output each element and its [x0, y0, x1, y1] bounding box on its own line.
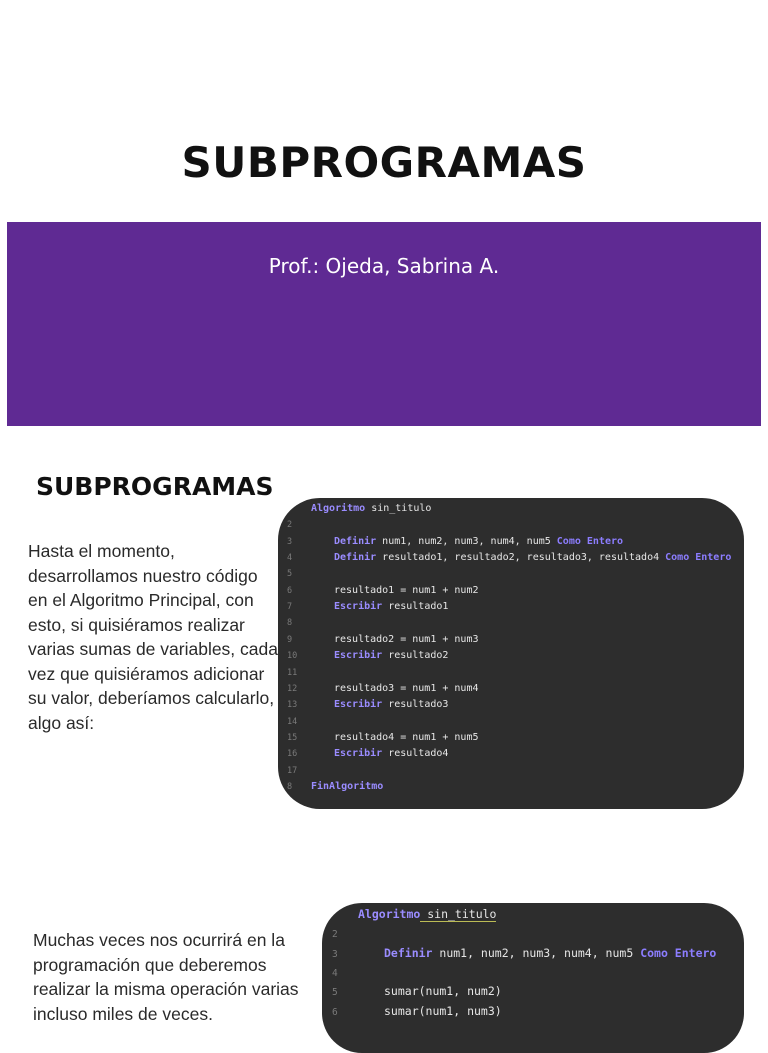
- code-line: [278, 615, 311, 631]
- code-text: sumar(num1, num3): [384, 1003, 502, 1018]
- line-number: 6: [332, 1006, 338, 1018]
- code-text: sin_titulo: [420, 907, 497, 921]
- line-number: 15: [287, 732, 298, 743]
- code-line: [278, 534, 623, 550]
- code-text: resultado1 = num1 + num2: [334, 584, 479, 596]
- line-number: 16: [287, 749, 298, 760]
- line-number: 4: [332, 967, 338, 979]
- code-keyword: Escribir: [334, 650, 383, 662]
- code-screenshot: [278, 498, 744, 809]
- code-keyword: Como Entero: [556, 535, 624, 547]
- code-text: resultado3 = num1 + num4: [334, 682, 479, 694]
- code-line: [278, 566, 311, 582]
- author-subtitle: Prof.: Ojeda, Sabrina A.: [268, 254, 500, 278]
- line-number: 3: [287, 536, 293, 547]
- code-keyword: Escribir: [334, 699, 383, 711]
- code-keyword: Escribir: [334, 748, 383, 760]
- line-number: 2: [287, 520, 293, 531]
- code-text: resultado1: [382, 601, 449, 613]
- code-text: resultado4 = num1 + num5: [334, 731, 479, 743]
- line-number: 12: [287, 683, 298, 694]
- code-line: [278, 746, 448, 762]
- code-line: [322, 924, 358, 943]
- line-number: 5: [287, 569, 293, 580]
- code-line: [278, 779, 383, 795]
- code-keyword: Escribir: [334, 601, 383, 613]
- line-number: 9: [287, 634, 293, 645]
- line-number: 8: [287, 618, 293, 629]
- code-keyword: FinAlgoritmo: [311, 780, 384, 792]
- title-band: [7, 222, 761, 426]
- line-number: 6: [287, 585, 293, 596]
- code-line: [278, 583, 479, 599]
- code-text: resultado2 = num1 + num3: [334, 633, 479, 645]
- code-keyword: Definir: [384, 945, 433, 960]
- code-keyword: Algoritmo: [311, 503, 366, 514]
- code-line: [278, 665, 311, 681]
- line-number: 17: [287, 765, 298, 776]
- code-line: [322, 963, 358, 982]
- code-line: [278, 681, 479, 697]
- line-number: 13: [287, 700, 298, 711]
- code-line: [278, 714, 311, 730]
- code-line: [322, 905, 496, 924]
- line-number: 3: [332, 948, 338, 960]
- code-line: [278, 632, 479, 648]
- slide-title: SUBPROGRAMAS: [36, 472, 274, 501]
- line-number: 8: [287, 781, 293, 792]
- line-number: 10: [287, 651, 298, 662]
- presentation-title: SUBPROGRAMAS: [181, 138, 587, 187]
- code-screenshot: [322, 903, 744, 1053]
- code-keyword: Como Entero: [640, 945, 717, 960]
- code-line: [322, 944, 716, 963]
- line-number: 4: [287, 553, 293, 564]
- code-line: [278, 763, 311, 779]
- code-line: [278, 648, 448, 664]
- code-line: [322, 982, 502, 1001]
- code-line: [278, 697, 448, 713]
- code-keyword: Definir: [334, 552, 377, 564]
- code-text: sumar(num1, num2): [384, 984, 502, 999]
- code-text: num1, num2, num3, num4, num5: [432, 945, 641, 960]
- line-number: 11: [287, 667, 298, 678]
- slide-paragraph: Muchas veces nos ocurrirá en la programación que deberemos realizar la misma operación varias incluso miles de veces.: [33, 930, 299, 1024]
- line-number: 14: [287, 716, 298, 727]
- code-text: resultado2: [382, 650, 449, 662]
- code-text: num1, num2, num3, num4, num5: [376, 535, 557, 547]
- code-text: resultado3: [382, 699, 449, 711]
- code-text: sin_titulo: [365, 503, 432, 514]
- code-keyword: Algoritmo: [358, 907, 421, 921]
- code-keyword: Definir: [334, 535, 377, 547]
- code-line: [322, 1002, 502, 1021]
- code-text: resultado1, resultado2, resultado3, resultado4: [376, 552, 666, 564]
- code-line: [278, 517, 311, 533]
- line-number: 7: [287, 602, 293, 613]
- code-line: [278, 599, 448, 615]
- code-line: [278, 730, 479, 746]
- code-line: [278, 501, 431, 517]
- slide-paragraph: Hasta el momento, desarrollamos nuestro código en el Algoritmo Principal, con esto, si quisiéramos realizar varias sumas de variables, cada vez que quisiéramos adicionar su valor, deberíamos calcularlo, algo así:: [28, 541, 278, 733]
- line-number: 5: [332, 987, 338, 999]
- code-text: resultado4: [382, 748, 449, 760]
- code-keyword: Como Entero: [665, 552, 732, 564]
- code-line: [278, 550, 731, 566]
- line-number: 2: [332, 929, 338, 941]
